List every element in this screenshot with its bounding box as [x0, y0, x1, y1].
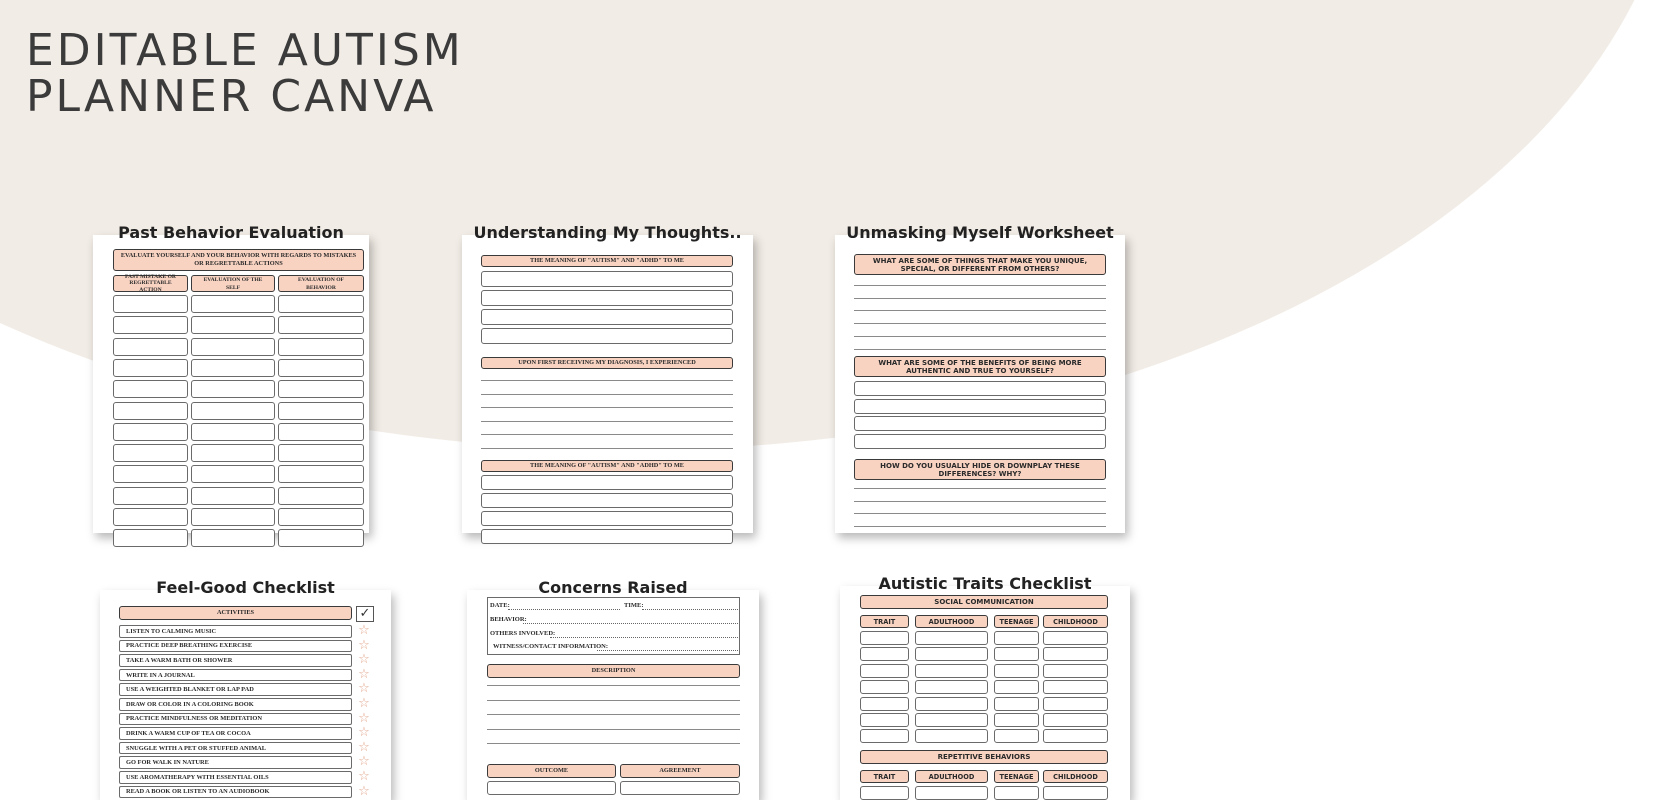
- description-header: DESCRIPTION: [487, 664, 740, 678]
- card-autistic-traits-checklist[interactable]: [840, 574, 1130, 800]
- trait-cell[interactable]: [915, 631, 988, 645]
- card-title: Concerns Raised: [538, 578, 688, 597]
- trait-cell[interactable]: [994, 631, 1039, 645]
- card-title: Feel-Good Checklist: [156, 578, 335, 597]
- entry-cell[interactable]: [191, 444, 275, 462]
- checklist-item[interactable]: GO FOR WALK IN NATURE: [119, 756, 352, 769]
- trait-cell[interactable]: [994, 713, 1039, 727]
- column-header: CHILDHOOD: [1043, 770, 1108, 783]
- question-header: WHAT ARE SOME OF THINGS THAT MAKE YOU UNIQUE, SPECIAL, OR DIFFERENT FROM OTHERS?: [854, 254, 1106, 275]
- trait-cell[interactable]: [994, 729, 1039, 743]
- star-icon[interactable]: ☆: [358, 783, 370, 799]
- page-title: [26, 25, 464, 122]
- star-icon[interactable]: ☆: [358, 725, 370, 741]
- writing-line[interactable]: [854, 285, 1106, 286]
- entry-cell[interactable]: [113, 444, 188, 462]
- entry-cell[interactable]: [278, 295, 364, 313]
- answer-box[interactable]: [481, 328, 733, 344]
- checklist-item[interactable]: TAKE A WARM BATH OR SHOWER: [119, 654, 352, 667]
- answer-box[interactable]: [481, 271, 733, 287]
- entry-cell[interactable]: [191, 529, 275, 547]
- card-feel-good-checklist[interactable]: [100, 578, 391, 800]
- answer-box[interactable]: [481, 529, 733, 544]
- entry-cell[interactable]: [113, 487, 188, 505]
- behavior-label: BEHAVIOR:: [490, 616, 527, 623]
- entry-cell[interactable]: [191, 316, 275, 334]
- trait-cell[interactable]: [1043, 713, 1108, 727]
- checklist-item[interactable]: READ A BOOK OR LISTEN TO AN AUDIOBOOK: [119, 786, 352, 799]
- entry-cell[interactable]: [113, 465, 188, 483]
- writing-line[interactable]: [487, 714, 740, 715]
- answer-box[interactable]: [481, 493, 733, 508]
- answer-box[interactable]: [854, 416, 1106, 431]
- entry-cell[interactable]: [278, 380, 364, 398]
- date-label: DATE:: [490, 602, 510, 609]
- card-unmasking-worksheet[interactable]: [835, 223, 1125, 533]
- date-line[interactable]: [508, 609, 620, 610]
- card-title: Past Behavior Evaluation: [118, 223, 344, 242]
- title-line-2: PLANNER CANVA: [26, 71, 437, 122]
- entry-cell[interactable]: [278, 444, 364, 462]
- entry-cell[interactable]: [278, 402, 364, 420]
- writing-line[interactable]: [854, 349, 1106, 350]
- trait-cell[interactable]: [860, 697, 909, 711]
- entry-cell[interactable]: [278, 529, 364, 547]
- entry-cell[interactable]: [113, 295, 188, 313]
- card-title: Understanding My Thoughts..: [473, 223, 742, 242]
- outcome-header: OUTCOME: [487, 764, 616, 778]
- trait-cell[interactable]: [860, 680, 909, 694]
- intro-banner: EVALUATE YOURSELF AND YOUR BEHAVIOR WITH REGARDS TO MISTAKES OR REGRETTABLE ACTIONS: [113, 249, 364, 271]
- writing-line[interactable]: [854, 526, 1106, 527]
- trait-cell[interactable]: [1043, 631, 1108, 645]
- witness-line[interactable]: [597, 650, 738, 651]
- checklist-item[interactable]: DRINK A WARM CUP OF TEA OR COCOA: [119, 727, 352, 740]
- entry-cell[interactable]: [191, 359, 275, 377]
- card-concerns-raised[interactable]: [467, 578, 759, 800]
- star-icon[interactable]: ☆: [358, 681, 370, 697]
- answer-box[interactable]: [854, 399, 1106, 414]
- title-line-1: EDITABLE AUTISM: [26, 25, 464, 76]
- trait-cell[interactable]: [860, 647, 909, 661]
- entry-cell[interactable]: [278, 338, 364, 356]
- writing-line[interactable]: [854, 323, 1106, 324]
- entry-cell[interactable]: [113, 359, 188, 377]
- column-header: ADULTHOOD: [915, 770, 988, 783]
- writing-line[interactable]: [487, 743, 740, 744]
- star-icon[interactable]: ☆: [358, 739, 370, 755]
- trait-cell[interactable]: [915, 729, 988, 743]
- writing-line[interactable]: [481, 407, 733, 408]
- star-icon[interactable]: ☆: [358, 769, 370, 784]
- entry-cell[interactable]: [191, 487, 275, 505]
- column-header: TRAIT: [860, 615, 909, 628]
- witness-label: WITNESS/CONTACT INFORMATION:: [493, 643, 609, 650]
- entry-cell[interactable]: [278, 316, 364, 334]
- writing-line[interactable]: [481, 434, 733, 435]
- trait-cell[interactable]: [1043, 697, 1108, 711]
- agreement-box[interactable]: [620, 781, 740, 795]
- trait-cell[interactable]: [994, 664, 1039, 678]
- checklist-item[interactable]: USE AROMATHERAPY WITH ESSENTIAL OILS: [119, 771, 352, 784]
- entry-cell[interactable]: [113, 529, 188, 547]
- entry-cell[interactable]: [113, 338, 188, 356]
- trait-cell[interactable]: [1043, 786, 1108, 800]
- outcome-box[interactable]: [487, 781, 616, 795]
- trait-cell[interactable]: [860, 713, 909, 727]
- entry-cell[interactable]: [113, 402, 188, 420]
- writing-line[interactable]: [854, 501, 1106, 502]
- entry-cell[interactable]: [278, 487, 364, 505]
- writing-line[interactable]: [481, 448, 733, 449]
- star-icon[interactable]: ☆: [358, 623, 370, 638]
- star-icon[interactable]: ☆: [358, 666, 370, 682]
- checklist-item[interactable]: WRITE IN A JOURNAL: [119, 669, 352, 682]
- time-line[interactable]: [642, 609, 738, 610]
- entry-cell[interactable]: [278, 359, 364, 377]
- card-title: Unmasking Myself Worksheet: [846, 223, 1114, 242]
- writing-line[interactable]: [487, 700, 740, 701]
- answer-box[interactable]: [481, 309, 733, 325]
- trait-cell[interactable]: [994, 786, 1039, 800]
- trait-cell[interactable]: [1043, 729, 1108, 743]
- writing-line[interactable]: [854, 298, 1106, 299]
- entry-cell[interactable]: [191, 423, 275, 441]
- section-header: SOCIAL COMMUNICATION: [860, 595, 1108, 609]
- trait-cell[interactable]: [1043, 647, 1108, 661]
- entry-cell[interactable]: [113, 316, 188, 334]
- column-header: TRAIT: [860, 770, 909, 783]
- checkmark-icon[interactable]: ✓: [356, 606, 374, 622]
- answer-box[interactable]: [481, 475, 733, 490]
- section-header: THE MEANING OF "AUTISM" AND "ADHD" TO ME: [481, 460, 733, 472]
- writing-line[interactable]: [854, 488, 1106, 489]
- section-header: REPETITIVE BEHAVIORS: [860, 750, 1108, 764]
- column-header: ADULTHOOD: [915, 615, 988, 628]
- entry-cell[interactable]: [113, 380, 188, 398]
- checklist-item[interactable]: DRAW OR COLOR IN A COLORING BOOK: [119, 698, 352, 711]
- entry-cell[interactable]: [191, 465, 275, 483]
- trait-cell[interactable]: [994, 697, 1039, 711]
- entry-cell[interactable]: [191, 295, 275, 313]
- trait-cell[interactable]: [860, 786, 909, 800]
- checklist-item[interactable]: LISTEN TO CALMING MUSIC: [119, 625, 352, 638]
- checklist-item[interactable]: PRACTICE MINDFULNESS OR MEDITATION: [119, 713, 352, 726]
- answer-box[interactable]: [481, 511, 733, 526]
- column-header: TEENAGE: [994, 770, 1039, 783]
- entry-cell[interactable]: [113, 423, 188, 441]
- question-header: HOW DO YOU USUALLY HIDE OR DOWNPLAY THESE DIFFERENCES? WHY?: [854, 459, 1106, 480]
- writing-line[interactable]: [481, 394, 733, 395]
- time-label: TIME:: [624, 602, 644, 609]
- others-line[interactable]: [550, 637, 738, 638]
- trait-cell[interactable]: [994, 647, 1039, 661]
- section-header: UPON FIRST RECEIVING MY DIAGNOSIS, I EXPERIENCED: [481, 357, 733, 369]
- answer-box[interactable]: [854, 434, 1106, 449]
- trait-cell[interactable]: [915, 647, 988, 661]
- entry-cell[interactable]: [278, 423, 364, 441]
- behavior-line[interactable]: [523, 623, 738, 624]
- star-icon[interactable]: ☆: [358, 710, 370, 726]
- entry-cell[interactable]: [113, 508, 188, 526]
- answer-box[interactable]: [481, 290, 733, 306]
- writing-line[interactable]: [481, 380, 733, 381]
- checklist-item[interactable]: USE A WEIGHTED BLANKET OR LAP PAD: [119, 683, 352, 696]
- trait-cell[interactable]: [994, 680, 1039, 694]
- trait-cell[interactable]: [1043, 680, 1108, 694]
- writing-line[interactable]: [481, 421, 733, 422]
- checklist-item[interactable]: SNUGGLE WITH A PET OR STUFFED ANIMAL: [119, 742, 352, 755]
- trait-cell[interactable]: [915, 664, 988, 678]
- trait-cell[interactable]: [915, 697, 988, 711]
- agreement-header: AGREEMENT: [620, 764, 740, 778]
- writing-line[interactable]: [854, 310, 1106, 311]
- column-header: TEENAGE: [994, 615, 1039, 628]
- entry-cell[interactable]: [191, 380, 275, 398]
- trait-cell[interactable]: [860, 664, 909, 678]
- others-label: OTHERS INVOLVED:: [490, 630, 556, 637]
- star-icon[interactable]: ☆: [358, 637, 370, 653]
- writing-line[interactable]: [487, 729, 740, 730]
- activities-header: ACTIVITIES: [119, 606, 352, 620]
- trait-cell[interactable]: [915, 786, 988, 800]
- trait-cell[interactable]: [1043, 664, 1108, 678]
- entry-cell[interactable]: [278, 508, 364, 526]
- column-header: EVALUATION OF BEHAVIOR: [278, 275, 364, 292]
- writing-line[interactable]: [854, 336, 1106, 337]
- section-header: THE MEANING OF "AUTISM" AND "ADHD" TO ME: [481, 255, 733, 267]
- card-understanding-thoughts[interactable]: [462, 223, 753, 533]
- trait-cell[interactable]: [915, 680, 988, 694]
- entry-cell[interactable]: [191, 402, 275, 420]
- star-icon[interactable]: ☆: [358, 652, 370, 668]
- entry-cell[interactable]: [278, 465, 364, 483]
- trait-cell[interactable]: [915, 713, 988, 727]
- star-icon[interactable]: ☆: [358, 754, 370, 770]
- entry-cell[interactable]: [191, 338, 275, 356]
- answer-box[interactable]: [854, 381, 1106, 396]
- column-header: EVALUATION OF THE SELF: [191, 275, 275, 292]
- column-header: PAST MISTAKE OR REGRETTABLE ACTION: [113, 275, 188, 292]
- question-header: WHAT ARE SOME OF THE BENEFITS OF BEING MORE AUTHENTIC AND TRUE TO YOURSELF?: [854, 356, 1106, 377]
- card-past-behavior-evaluation[interactable]: [93, 223, 369, 533]
- star-icon[interactable]: ☆: [358, 696, 370, 711]
- entry-cell[interactable]: [191, 508, 275, 526]
- writing-line[interactable]: [487, 685, 740, 686]
- card-title: Autistic Traits Checklist: [878, 574, 1092, 593]
- trait-cell[interactable]: [860, 631, 909, 645]
- trait-cell[interactable]: [860, 729, 909, 743]
- checklist-item[interactable]: PRACTICE DEEP BREATHING EXERCISE: [119, 640, 352, 653]
- column-header: CHILDHOOD: [1043, 615, 1108, 628]
- writing-line[interactable]: [854, 513, 1106, 514]
